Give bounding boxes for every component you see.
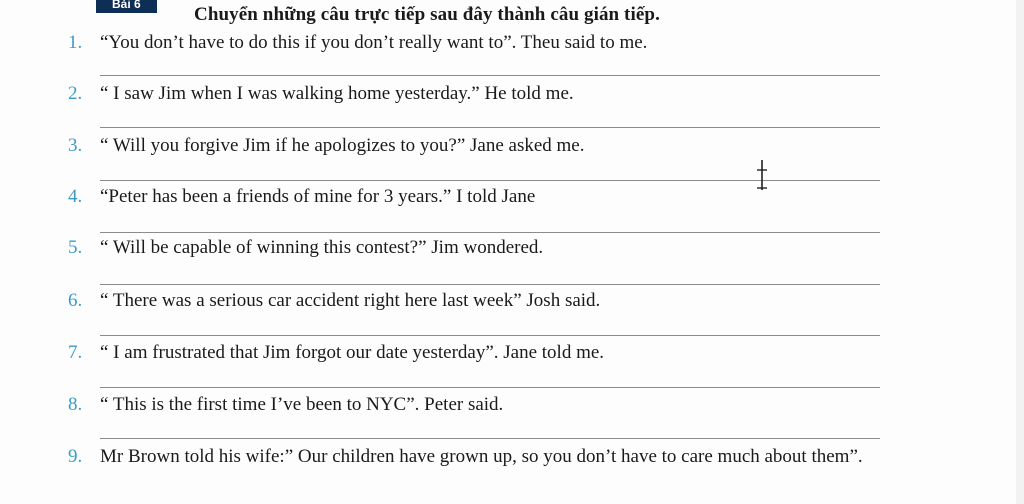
exercise-sentence: Mr Brown told his wife:” Our children have grown up, so you don’t have to care much about them”. <box>100 446 863 467</box>
exercise-item <box>68 82 574 105</box>
exercise-number: 8. <box>68 394 83 415</box>
answer-line[interactable] <box>100 127 880 128</box>
exercise-badge: Bài 6 <box>96 0 157 13</box>
exercise-number: 2. <box>68 83 83 104</box>
answer-line[interactable] <box>100 284 880 285</box>
answer-line[interactable] <box>100 75 880 76</box>
exercise-number: 1. <box>68 32 83 53</box>
exercise-title: Chuyển những câu trực tiếp sau đây thành câu gián tiếp. <box>194 4 660 25</box>
exercise-item <box>68 341 604 364</box>
exercise-item <box>68 393 503 416</box>
exercise-item <box>68 289 600 312</box>
exercise-sentence: “ Will you forgive Jim if he apologizes to you?” Jane asked me. <box>100 135 585 156</box>
exercise-number: 6. <box>68 290 83 311</box>
exercise-item <box>68 134 585 157</box>
answer-line[interactable] <box>100 232 880 233</box>
exercise-sentence: “ This is the first time I’ve been to NYC”. Peter said. <box>100 394 504 415</box>
exercise-sentence: “ I saw Jim when I was walking home yesterday.” He told me. <box>100 83 574 104</box>
answer-line[interactable] <box>100 438 880 439</box>
exercise-item <box>68 31 647 54</box>
answer-line[interactable] <box>100 387 880 388</box>
exercise-number: 3. <box>68 135 83 156</box>
exercise-sentence: “ There was a serious car accident right here last week” Josh said. <box>100 290 601 311</box>
exercise-sentence: “You don’t have to do this if you don’t really want to”. Theu said to me. <box>100 32 648 53</box>
exercise-item <box>68 236 543 259</box>
exercise-item <box>68 444 976 469</box>
exercise-sentence: “ Will be capable of winning this contest?” Jim wondered. <box>100 237 544 258</box>
exercise-number: 5. <box>68 237 83 258</box>
exercise-number: 9. <box>68 446 83 467</box>
exercise-sentence: “Peter has been a friends of mine for 3 years.” I told Jane <box>100 186 536 207</box>
exercise-number: 4. <box>68 186 83 207</box>
exercise-item <box>68 185 535 208</box>
exercise-number: 7. <box>68 342 83 363</box>
text-ibeam-cursor-icon <box>756 158 768 192</box>
answer-line[interactable] <box>100 335 880 336</box>
exercise-sentence: “ I am frustrated that Jim forgot our date yesterday”. Jane told me. <box>100 342 605 363</box>
